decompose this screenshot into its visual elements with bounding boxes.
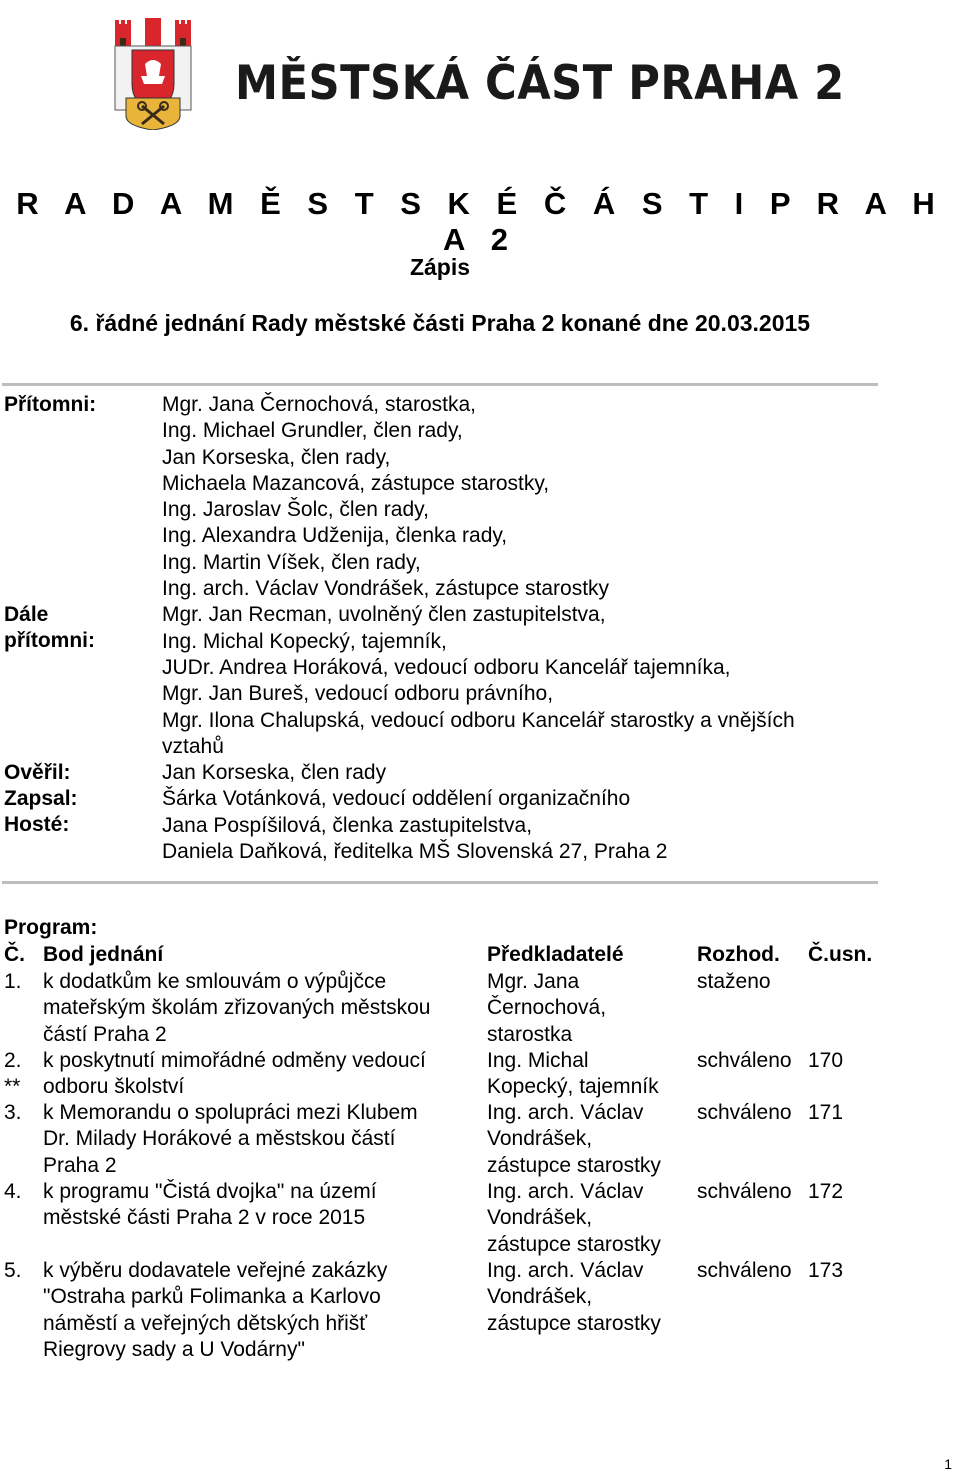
- item-decision: schváleno: [697, 1049, 792, 1072]
- item-presenter: [487, 1100, 692, 1179]
- presenter-line: Vondrášek,: [487, 1206, 593, 1230]
- presenter-line: Kopecký, tajemník: [487, 1075, 659, 1099]
- item-presenter: [487, 1048, 692, 1101]
- item-resolution: 172: [808, 1180, 844, 1203]
- subject-line: k dodatkům ke smlouvám o výpůjčce: [43, 970, 387, 993]
- attendance-line: Jan Korseska, člen rady: [162, 761, 387, 785]
- presenter-line: Ing. arch. Václav: [487, 1101, 644, 1124]
- presenter-line: zástupce starostky: [487, 1153, 661, 1177]
- attendance-line: Ing. arch. Václav Vondrášek, zástupce starostky: [162, 577, 610, 601]
- also-present-label-line2: přítomni:: [4, 629, 95, 653]
- subject-line: odboru školství: [43, 1075, 185, 1099]
- item-decision: schváleno: [697, 1180, 792, 1203]
- subject-line: náměstí a veřejných dětských hřišť: [43, 1311, 368, 1335]
- attendance-line: Mgr. Jan Bureš, vedoucí odboru právního,: [162, 682, 554, 706]
- subject-line: k poskytnutí mimořádné odměny vedoucí: [43, 1049, 426, 1072]
- subject-line: k Memorandu o spolupráci mezi Klubem: [43, 1101, 418, 1124]
- item-number: 3.: [4, 1101, 22, 1124]
- program-title: Program:: [4, 916, 98, 939]
- presenter-line: Ing. arch. Václav: [487, 1180, 644, 1203]
- subject-line: městské části Praha 2 v roce 2015: [43, 1206, 366, 1230]
- presenter-line: zástupce starostky: [487, 1232, 661, 1256]
- presenter-line: zástupce starostky: [487, 1311, 661, 1335]
- item-decision: schváleno: [697, 1101, 792, 1124]
- item-number: 5.: [4, 1259, 22, 1282]
- item-presenter: [487, 1179, 692, 1258]
- subject-line: částí Praha 2: [43, 1022, 167, 1046]
- subject-line: mateřským školám zřizovaných městskou: [43, 996, 431, 1020]
- attendance-line: Šárka Votánková, vedoucí oddělení organizačního: [162, 787, 631, 811]
- presenter-line: Ing. arch. Václav: [487, 1259, 644, 1282]
- item-resolution: 173: [808, 1259, 844, 1282]
- also-present-label-line1: Dále: [4, 603, 49, 626]
- subject-line: Riegrovy sady a U Vodárny": [43, 1337, 305, 1361]
- attendance-line: Ing. Jaroslav Šolc, člen rady,: [162, 498, 429, 522]
- meeting-heading: 6. řádné jednání Rady městské části Praha 2 konané dne 20.03.2015: [69, 310, 811, 336]
- recorded-label: Zapsal:: [4, 787, 78, 810]
- presenter-line: Černochová,: [487, 996, 607, 1020]
- item-resolution: 170: [808, 1049, 844, 1072]
- attendance-line: Mgr. Jan Recman, uvolněný člen zastupitelstva,: [162, 603, 606, 627]
- header-resolution: Č.usn.: [808, 943, 873, 966]
- item-presenter: [487, 969, 692, 1048]
- item-number-value: 2.: [4, 1049, 22, 1072]
- item-subject: [43, 969, 483, 1048]
- presenter-line: Ing. Michal: [487, 1049, 589, 1072]
- also-present-label: [4, 602, 95, 655]
- subject-line: "Ostraha parků Folimanka a Karlovo: [43, 1285, 381, 1309]
- attendance-line: Ing. Alexandra Udženija, členka rady,: [162, 524, 508, 548]
- divider-top: [2, 383, 878, 386]
- attendance-line: Daniela Daňková, ředitelka MŠ Slovenská 27, Praha 2: [162, 840, 668, 864]
- item-presenter: [487, 1258, 692, 1337]
- brand-name: MĚSTSKÁ ČÁST PRAHA 2: [235, 56, 845, 111]
- item-number-mark: **: [4, 1075, 21, 1099]
- header-num: Č.: [4, 943, 25, 966]
- attendance-line: vztahů: [162, 734, 224, 758]
- presenter-line: Vondrášek,: [487, 1127, 593, 1151]
- item-number: 1.: [4, 970, 22, 993]
- document-type: Zápis: [409, 254, 471, 280]
- subject-line: k programu "Čistá dvojka" na území: [43, 1180, 377, 1203]
- attendance-line: Jan Korseska, člen rady,: [162, 445, 391, 469]
- coat-of-arms-icon: [112, 18, 194, 130]
- item-subject: [43, 1100, 483, 1179]
- attendance-line: Ing. Martin Víšek, člen rady,: [162, 550, 421, 574]
- item-number: 4.: [4, 1180, 22, 1203]
- header-logo: [112, 18, 845, 133]
- subject-line: Praha 2: [43, 1153, 117, 1177]
- attendance-line: Ing. Michal Kopecký, tajemník,: [162, 629, 447, 653]
- council-title: R A D A M Ě S T S K É Č Á S T I P R A H A 2: [16, 186, 944, 257]
- item-resolution: 171: [808, 1101, 844, 1124]
- item-subject: [43, 1179, 483, 1232]
- header-presenter: Předkladatelé: [487, 943, 624, 966]
- verified-label: Ověřil:: [4, 761, 71, 784]
- divider-bottom: [2, 881, 878, 884]
- attendance-list: [162, 392, 872, 865]
- attendance-line: Ing. Michael Grundler, člen rady,: [162, 419, 463, 443]
- attendance-line: Michaela Mazancová, zástupce starostky,: [162, 471, 550, 495]
- item-decision: schváleno: [697, 1259, 792, 1282]
- presenter-line: Vondrášek,: [487, 1285, 593, 1309]
- presenter-line: Mgr. Jana: [487, 970, 580, 993]
- item-number: [4, 1048, 22, 1101]
- attendance-line: Mgr. Jana Černochová, starostka,: [162, 393, 476, 416]
- attendance-line: JUDr. Andrea Horáková, vedoucí odboru Kancelář tajemníka,: [162, 655, 731, 679]
- item-subject: [43, 1048, 483, 1101]
- item-subject: [43, 1258, 483, 1363]
- guests-label: Hosté:: [4, 813, 70, 836]
- subject-line: k výběru dodavatele veřejné zakázky: [43, 1259, 388, 1282]
- page-number: 1: [944, 1456, 952, 1472]
- attendance-line: Jana Pospíšilová, členka zastupitelstva,: [162, 813, 533, 837]
- header-subject: Bod jednání: [43, 943, 164, 966]
- subject-line: Dr. Milady Horákové a městskou částí: [43, 1127, 396, 1151]
- attendance-line: Mgr. Ilona Chalupská, vedoucí odboru Kancelář starostky a vnějších: [162, 708, 795, 732]
- header-decision: Rozhod.: [697, 943, 780, 966]
- present-label: Přítomni:: [4, 393, 97, 416]
- item-decision: staženo: [697, 970, 771, 993]
- presenter-line: starostka: [487, 1022, 573, 1046]
